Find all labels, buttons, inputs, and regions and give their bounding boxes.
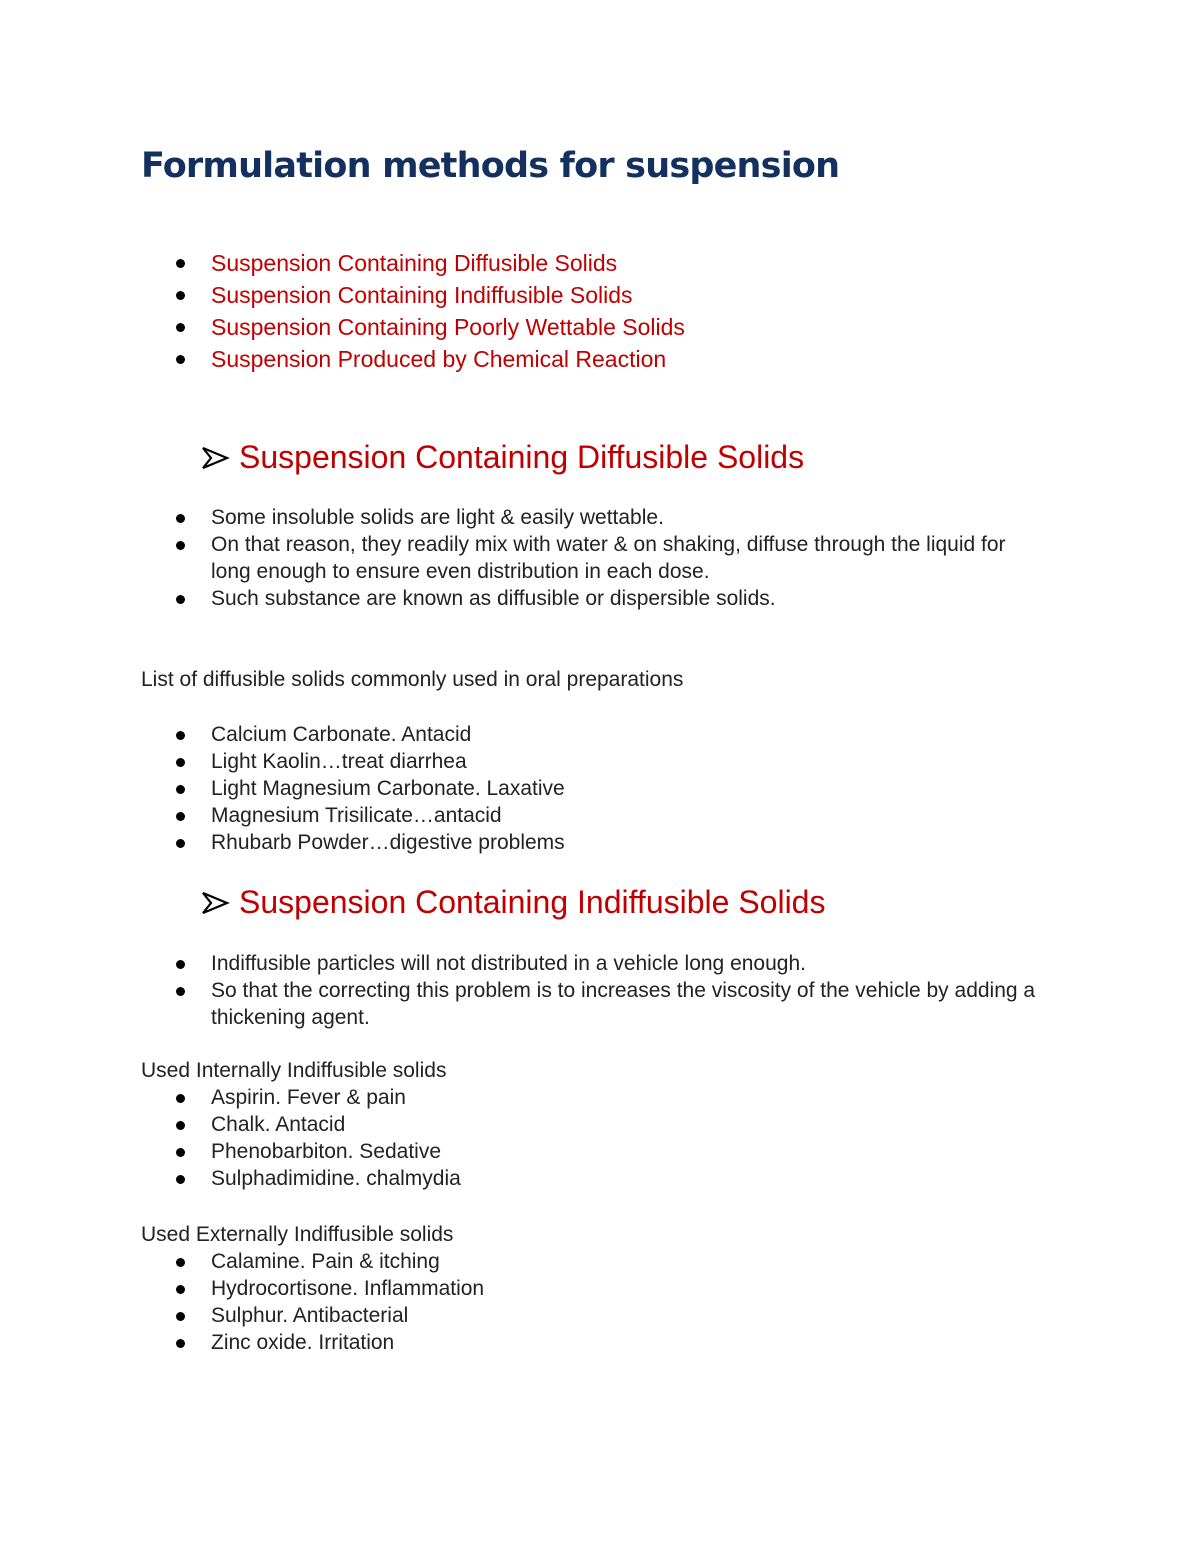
list-item-text: Sulphur. Antibacterial bbox=[211, 1304, 409, 1327]
bullet-dot-icon bbox=[176, 291, 185, 300]
section-heading-diffusible bbox=[201, 439, 804, 476]
list-item-text: Some insoluble solids are light & easily wettable. bbox=[211, 506, 664, 529]
list-item bbox=[0, 748, 565, 775]
bullet-dot-icon bbox=[176, 987, 185, 996]
list-item bbox=[0, 1111, 461, 1138]
bullet-dot-icon bbox=[176, 541, 185, 550]
list-item bbox=[0, 721, 565, 748]
bullet-dot-icon bbox=[176, 323, 185, 332]
list-item bbox=[0, 247, 685, 279]
list-item-text: Rhubarb Powder…digestive problems bbox=[211, 831, 565, 854]
list-item-text: Hydrocortisone. Inflammation bbox=[211, 1277, 485, 1300]
list-item-text: Chalk. Antacid bbox=[211, 1113, 346, 1136]
list-item-text: Phenobarbiton. Sedative bbox=[211, 1140, 442, 1163]
list-item bbox=[0, 343, 685, 375]
overview-list bbox=[0, 247, 685, 375]
indiffusible-points-list bbox=[0, 950, 1051, 1031]
list-item-text: Indiffusible particles will not distributed in a vehicle long enough. bbox=[211, 952, 806, 975]
bullet-dot-icon bbox=[176, 259, 185, 268]
list-item-text: Such substance are known as diffusible or dispersible solids. bbox=[211, 587, 776, 610]
bullet-dot-icon bbox=[176, 785, 185, 794]
list-item-text: Suspension Produced by Chemical Reaction bbox=[211, 346, 667, 372]
external-list-intro: Used Externally Indiffusible solids bbox=[141, 1223, 454, 1246]
section-heading-text: Suspension Containing Diffusible Solids bbox=[239, 439, 805, 475]
bullet-dot-icon bbox=[176, 1094, 185, 1103]
arrow-bullet-icon bbox=[201, 889, 231, 917]
bullet-dot-icon bbox=[176, 1258, 185, 1267]
internal-list-intro: Used Internally Indiffusible solids bbox=[141, 1059, 447, 1082]
list-item-text: Light Magnesium Carbonate. Laxative bbox=[211, 777, 565, 800]
arrow-bullet-icon bbox=[201, 444, 231, 472]
bullet-dot-icon bbox=[176, 1148, 185, 1157]
list-item-text: Calcium Carbonate. Antacid bbox=[211, 723, 472, 746]
list-item bbox=[0, 504, 1051, 531]
bullet-dot-icon bbox=[176, 595, 185, 604]
list-item bbox=[0, 1165, 461, 1192]
list-item bbox=[0, 950, 1051, 977]
section-heading-text: Suspension Containing Indiffusible Solids bbox=[239, 884, 826, 920]
diffusible-points-list bbox=[0, 504, 1051, 612]
list-item-text: Calamine. Pain & itching bbox=[211, 1250, 440, 1273]
list-item-text: On that reason, they readily mix with water & on shaking, diffuse through the liquid for long enough to ensure even distribution in each dose. bbox=[211, 533, 1006, 583]
list-item bbox=[0, 1275, 484, 1302]
list-item bbox=[0, 531, 1051, 585]
internal-solids-list bbox=[0, 1084, 461, 1192]
list-item-text: Light Kaolin…treat diarrhea bbox=[211, 750, 467, 773]
list-item bbox=[0, 1084, 461, 1111]
diffusible-solids-list bbox=[0, 721, 565, 856]
external-solids-list bbox=[0, 1248, 484, 1356]
bullet-dot-icon bbox=[176, 1175, 185, 1184]
list-item bbox=[0, 1138, 461, 1165]
list-item-text: Aspirin. Fever & pain bbox=[211, 1086, 406, 1109]
bullet-dot-icon bbox=[176, 758, 185, 767]
list-item-text: Magnesium Trisilicate…antacid bbox=[211, 804, 502, 827]
list-item-text: Suspension Containing Poorly Wettable Solids bbox=[211, 314, 685, 340]
list-item bbox=[0, 279, 685, 311]
bullet-dot-icon bbox=[176, 731, 185, 740]
section-heading-indiffusible bbox=[201, 884, 825, 921]
list-item-text: Sulphadimidine. chalmydia bbox=[211, 1167, 461, 1190]
page-title: Formulation methods for suspension bbox=[141, 146, 840, 186]
bullet-dot-icon bbox=[176, 355, 185, 364]
list-item bbox=[0, 1329, 484, 1356]
bullet-dot-icon bbox=[176, 514, 185, 523]
list-item bbox=[0, 1248, 484, 1275]
bullet-dot-icon bbox=[176, 960, 185, 969]
diffusible-list-intro: List of diffusible solids commonly used in oral preparations bbox=[141, 668, 684, 691]
bullet-dot-icon bbox=[176, 1285, 185, 1294]
list-item bbox=[0, 1302, 484, 1329]
bullet-dot-icon bbox=[176, 839, 185, 848]
list-item bbox=[0, 311, 685, 343]
bullet-dot-icon bbox=[176, 1339, 185, 1348]
list-item bbox=[0, 977, 1051, 1031]
list-item bbox=[0, 775, 565, 802]
list-item-text: Zinc oxide. Irritation bbox=[211, 1331, 395, 1354]
list-item bbox=[0, 585, 1051, 612]
list-item-text: So that the correcting this problem is to increases the viscosity of the vehicle by adding a thickening agent. bbox=[211, 979, 1036, 1029]
list-item bbox=[0, 802, 565, 829]
list-item bbox=[0, 829, 565, 856]
bullet-dot-icon bbox=[176, 1312, 185, 1321]
bullet-dot-icon bbox=[176, 812, 185, 821]
list-item-text: Suspension Containing Indiffusible Solids bbox=[211, 282, 633, 308]
list-item-text: Suspension Containing Diffusible Solids bbox=[211, 250, 618, 276]
bullet-dot-icon bbox=[176, 1121, 185, 1130]
